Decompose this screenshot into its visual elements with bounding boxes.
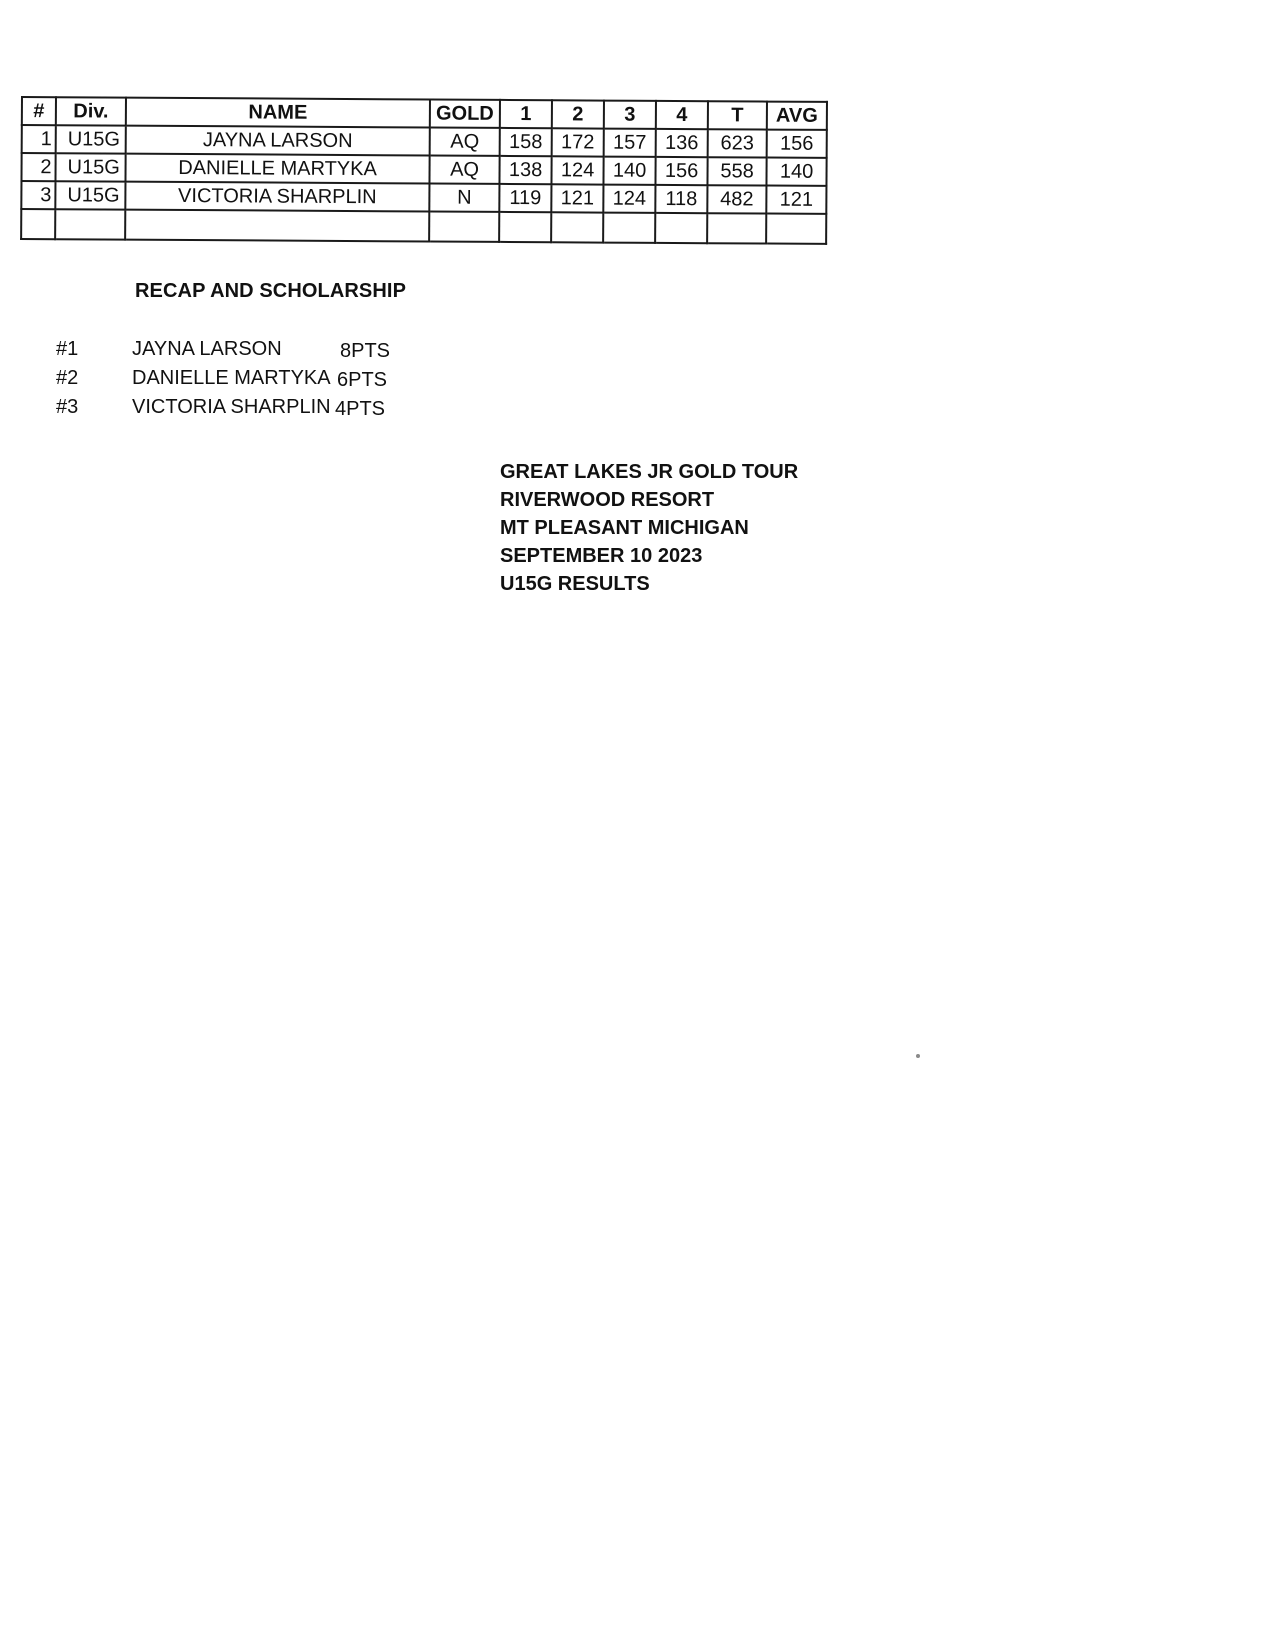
column-header-rank: # <box>22 97 56 125</box>
average-cell: 140 <box>766 158 826 186</box>
column-header-gold: GOLD <box>430 99 500 127</box>
division-cell: U15G <box>55 181 125 209</box>
game-1-cell: 138 <box>499 156 551 184</box>
recap-name: DANIELLE MARTYKA <box>132 367 331 389</box>
recap-points: 8PTS <box>340 340 391 362</box>
event-info-block <box>500 458 798 598</box>
recap-item <box>56 396 416 425</box>
game-4-cell: 118 <box>655 185 707 213</box>
recap-item <box>56 338 416 367</box>
rank-cell: 2 <box>21 153 55 181</box>
gold-cell: N <box>429 183 499 211</box>
recap-points: 6PTS <box>337 369 388 391</box>
empty-cell <box>551 212 603 242</box>
rank-cell: 3 <box>21 181 55 209</box>
event-venue: RIVERWOOD RESORT <box>500 489 715 511</box>
recap-name: JAYNA LARSON <box>132 338 282 360</box>
column-header-game-3: 3 <box>604 101 656 129</box>
game-2-cell: 172 <box>552 128 604 156</box>
empty-cell <box>55 209 125 239</box>
column-header-name: NAME <box>126 98 430 128</box>
column-header-total: T <box>708 101 767 129</box>
scan-speck <box>916 1054 920 1058</box>
empty-cell <box>21 209 55 239</box>
gold-cell: AQ <box>429 155 499 183</box>
event-division-results: U15G RESULTS <box>500 573 650 595</box>
game-4-cell: 136 <box>656 129 708 157</box>
average-cell: 156 <box>767 130 827 158</box>
column-header-game-2: 2 <box>552 100 604 128</box>
event-tour-name: GREAT LAKES JR GOLD TOUR <box>500 461 799 483</box>
column-header-average: AVG <box>767 102 827 130</box>
empty-cell <box>707 213 766 243</box>
name-cell: DANIELLE MARTYKA <box>125 154 429 184</box>
game-3-cell: 140 <box>603 157 655 185</box>
event-location: MT PLEASANT MICHIGAN <box>500 517 749 539</box>
recap-title: RECAP AND SCHOLARSHIP <box>135 280 407 302</box>
event-date: SEPTEMBER 10 2023 <box>500 545 703 567</box>
recap-points: 4PTS <box>335 398 386 420</box>
game-2-cell: 121 <box>551 184 603 212</box>
empty-cell <box>603 213 655 243</box>
empty-cell <box>655 213 707 243</box>
total-cell: 623 <box>708 129 767 157</box>
empty-cell <box>499 212 551 242</box>
game-1-cell: 119 <box>499 184 551 212</box>
column-header-game-1: 1 <box>500 100 552 128</box>
recap-list <box>56 338 416 425</box>
division-cell: U15G <box>55 153 125 181</box>
table-row-empty <box>21 209 826 244</box>
total-cell: 482 <box>707 185 766 213</box>
name-cell: JAYNA LARSON <box>126 126 430 156</box>
game-3-cell: 157 <box>604 129 656 157</box>
recap-rank: #1 <box>56 338 79 360</box>
name-cell: VICTORIA SHARPLIN <box>125 182 429 212</box>
column-header-division: Div. <box>56 97 126 125</box>
empty-cell <box>125 210 429 242</box>
total-cell: 558 <box>707 157 766 185</box>
rank-cell: 1 <box>22 125 56 153</box>
division-cell: U15G <box>56 125 126 153</box>
gold-cell: AQ <box>430 127 500 155</box>
recap-item <box>56 367 416 396</box>
recap-name: VICTORIA SHARPLIN <box>132 396 331 418</box>
empty-cell <box>429 211 499 241</box>
recap-rank: #3 <box>56 396 79 418</box>
results-table <box>20 96 828 245</box>
game-2-cell: 124 <box>551 156 603 184</box>
recap-rank: #2 <box>56 367 79 389</box>
empty-cell <box>766 214 826 244</box>
average-cell: 121 <box>766 186 826 214</box>
game-4-cell: 156 <box>655 157 707 185</box>
game-1-cell: 158 <box>500 128 552 156</box>
game-3-cell: 124 <box>603 185 655 213</box>
column-header-game-4: 4 <box>656 101 708 129</box>
